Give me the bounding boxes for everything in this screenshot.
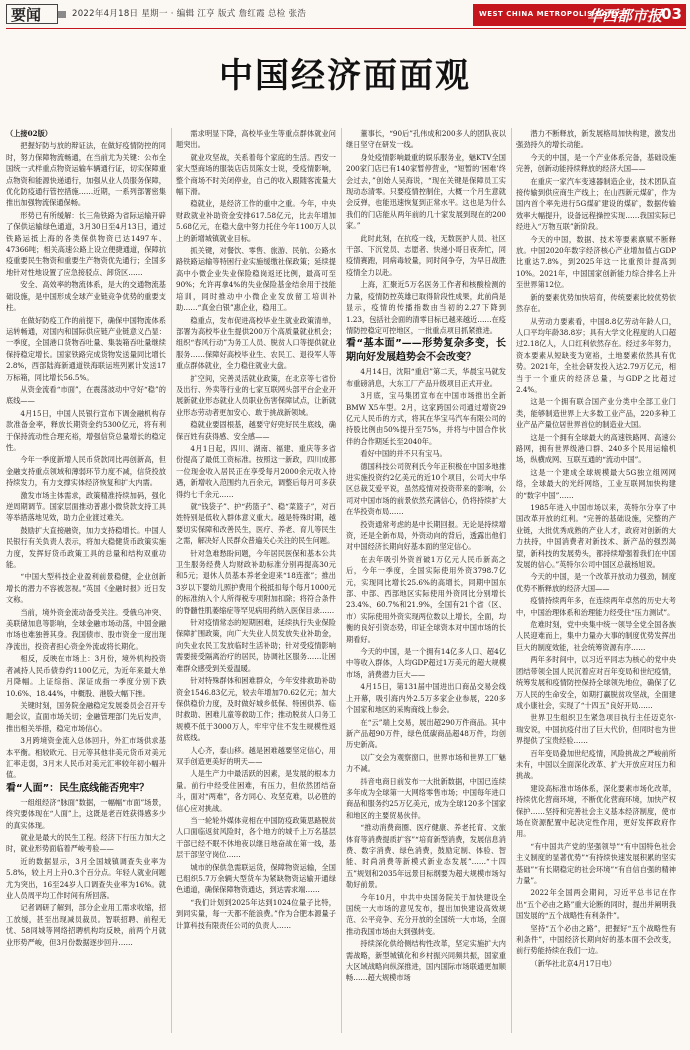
continuation-note: （上接02版） xyxy=(6,129,52,138)
article-paragraph: 关键时刻，国务院金融稳定发展委员会召开专题会议，直面市场关切；金融管理部门先后发声，推出相关举措，稳定市场信心。 xyxy=(6,700,166,733)
article-paragraph: “中国大型科技企业盈利前景稳健，企业创新增长的潜力不容被忽视。”英国《金融时报》近日发文称。 xyxy=(6,572,166,605)
article-paragraph: 今年10月，中共中央国务院关于加快建设全国统一大市场的意见发布，提出加快建设高效规范、公平竞争、充分开放的全国统一大市场，全面推动我国市场由大到强转变。 xyxy=(346,892,506,936)
article-paragraph: 1985年进入中国市场以来，英特尔分享了中国改革开放的红利。“完善的基础设施，完整的产业链，大批优秀成熟的产业人才，政府对创新的大力扶持，中国消费者对新技术、新产品的强烈渴望，新科技的发展势头，都持续增强着我们在中国发展的信心。”英特尔公司中国区总裁杨旭说。 xyxy=(516,503,676,570)
article-paragraph: 从劳动力要素看，中国8.8亿劳动年龄人口，人口平均年龄38.8岁；具有大学文化程度的人口超过2.18亿人，人口红利依然存在。经过多年努力，资本要素从短缺变为宽裕，土地要素依然具有优势。2021年，全社会研发投入达2.79万亿元，相当于一个重庆的经济总量，与GDP之比超过2.4%。 xyxy=(516,316,676,394)
article-paragraph: 4月1日起，四川、湖南、福建、重庆等多省份提高了最低工资标准。按照这一新政，四川成都一位现金收入居民正在享受每月2000余元收入待遇，新增收入范围约九百余元，调整后每月可多获得约七千余元…… xyxy=(176,443,336,499)
article-paragraph: 看好中国的并不只有宝马。 xyxy=(360,449,447,459)
article-paragraph: 扩空间，完善灵活就业政策，在北京等七省份及出行、外卖等行业的七家互联网头部平台企业开展新就业形态就业人员职业伤害保障试点，让新就业形态劳动者更加安心、敢于挑战新领域。 xyxy=(176,373,336,417)
article-paragraph: 形势已有所缓解：长三角铁路为省际运输开辟了保供运输绿色通道，3月30日至4月13日，通过铁路运抵上海的各类保供物资已达1497车、47366吨；相关高速公路上设立便捷通道，保障抗疫重要民生物资和重要生产物资优先通行；全国多地针对性地设置了应急接驳点、卸货区…… xyxy=(6,210,166,277)
article-paragraph: 新的要素优势加快培育，传统要素比较优势依然存在。 xyxy=(516,292,676,314)
article-column-2 xyxy=(176,128,336,1033)
article-paragraph: 从资金流看“市面”，在震荡波动中守好“稳”的底线—— xyxy=(6,384,166,406)
article-paragraph: 今天的中国，是一个产业体系完备，基础设施完善，创新动能持续释放的经济大国—— xyxy=(516,152,676,174)
section-label: 要闻 xyxy=(6,4,58,24)
header-rule xyxy=(6,28,686,29)
article-paragraph: 在去年吸引外资首破1万亿元人民币新高之后，今年一季度，全国实际使用外资3798.7亿元，实现同比增长25.6%的高增长，同期中国东部、中部、西部地区实际使用外资同比分别增长23.4%、60.7%和21.9%，全国有21个省（区、市）实际使用外资实现两位数以上增长，全面，均衡的良好引资态势，印证全球资本对中国市场的长期看好。 xyxy=(346,554,506,644)
article-paragraph: 近的数据显示，3月全国城镇调查失业率为5.8%，较上月上升0.3个百分点。年轻人就业问题尤为突出，16至24岁人口调查失业率为16%。就业人员周平均工作时间有所回落。 xyxy=(6,856,166,900)
article-paragraph: 持续深化供给侧结构性改革，坚定实施扩大内需战略，新型城镇化和乡村振兴同频共振，国家重大区域战略向纵深推进，国内国际市场联通更加顺畅……超大规模市场 xyxy=(346,939,506,983)
article-paragraph: 安全、高效率的物流体系，是大的交通物流基础设施，是中国形成全球产业链竞争优势的重要支柱。 xyxy=(6,280,166,313)
article-paragraph: 以广交会为观察窗口，世界市场和世界工厂魅力不减。 xyxy=(346,752,506,774)
article-paragraph: 建设高标准市场体系，深化要素市场化改革，持续优化营商环境，不断优化营商环境，加快产权保护……坚持和完善社会主义基本经济制度，使市场在资源配置中起决定性作用，更好发挥政府作用。 xyxy=(516,783,676,839)
brand-bar xyxy=(473,4,686,26)
article-paragraph: 此时此刻，在抗疫一线，无数医护人员、社区干部、下沉党员、志愿者、快递小哥日夜奔忙，同疫情赛跑，同病毒较量，同时间争夺，为早日战胜疫情全力以赴。 xyxy=(346,233,506,277)
article-column-1 xyxy=(6,128,166,1033)
article-paragraph: 人是生产力中最活跃的因素，是发展的根本力量。前行中经受住困难，有压力，但依然团结奋斗，面对“两难”，各方同心、攻坚克难，以必胜的信心应对挑战。 xyxy=(176,769,336,813)
article-paragraph: 4月15日，中国人民银行宣布下调金融机构存款准备金率，释放长期资金约5300亿元，将有利于保持流动性合理充裕，增强信贷总量增长的稳定性。 xyxy=(6,408,166,452)
article-column-3 xyxy=(346,128,506,1033)
article-paragraph: 激发市场主体需求，政策精准持续加码，强化逆周期调节。国家层面推动普惠小微贷款支持工具等举措落地见效，助力企业渡过难关。 xyxy=(6,490,166,523)
article-paragraph: 城市的保供急需联运货，保障物资运输，全国已组织5.7万余辆大型货车为紧缺物资运输开通绿色通道，确保保障物资通达，到达需求端…… xyxy=(176,862,336,895)
article-paragraph: 疫情持续两年多，在连续两年卓然的历史大考中，中国治理体系和治理能力经受住“压力测试”。 xyxy=(516,596,676,617)
article-paragraph: 3月底，宝马集团宣布在中国市场推出全新BMW X5车型。2月，这家跨国公司通过增资29亿元人民币的方式，将其在华宝马汽车有限公司的持股比例由50%提升至75%，并将与中国合作伙伴的合作期延长至2040年。 xyxy=(346,391,506,446)
article-paragraph: 抓关键，对餐饮、零售、旅游、民航、公路水路铁路运输等特困行业实施缓缴社保政策；延续提高中小微企业失业保险稳岗返还比例，最高可至90%；允许再拿4%的失业保险基金结余用于技能培训，同时推动中小微企业发放留工培训补助……“真金白银”惠企业，稳用工。 xyxy=(176,246,336,313)
article-paragraph: 投资通常考虑的是中长期回报。无论是持续增资，还是全新布局，外资动向的背后，透露出他们对中国经济长期向好基本面的坚定信心。 xyxy=(346,519,506,552)
article-paragraph: 就业是最大的民生工程。经济下行压力加大之时，就业形势面临着严峻考验—— xyxy=(6,832,166,854)
article-paragraph: 这是一个建成全球规模最大5G独立组网网络，全球最大的光纤网络，工业互联网加快构建的“数字中国”…… xyxy=(516,467,676,500)
article-paragraph: 上海，汇聚近5万名医务工作者和核酸检测的力量，疫情防控英雄已取得阶段性成果，此前尚是显示，疫情的传播指数由当初的2.27下降到1.23，包括社会面的清零目标已越来越近……在疫情防控稳定可控地区，一批重点项目抓紧推进。 xyxy=(346,280,506,335)
section-bar xyxy=(58,11,66,18)
article-paragraph: 德国科技公司贺利氏今年正积极在中国多地推进实施投资约2亿美元的近10个项目，公司大中华区总裁艾爱平说，虽然疫情对投资带来的影响，公司对中国市场的前景依然充满信心，仍将持续扩大在华投资布局…… xyxy=(346,461,506,517)
article-paragraph: 就“钱袋子”、护“药篮子”、稳“菜篮子”，对百姓特别是低收入群体意义重大。越是特殊时期，越要切实保障和改善民生，医疗、养老、育儿等民生之需，解决好人民群众普遍关心关注的民生问题。 xyxy=(176,502,336,546)
article-paragraph: 4月15日，第131届中国进出口商品交易会线上开幕，吸引海内外2.5万多家企业参展，220多个国家和地区的采购商线上参会。 xyxy=(346,682,506,715)
article-column-4 xyxy=(516,128,676,1033)
article-paragraph: 4月14日，沈阳“重启”第二天，华晨宝马就发布重磅消息，大东工厂产品升级项目正式开业。 xyxy=(346,367,506,388)
article-paragraph: 这是一个拥有全球最大的高速铁路网、高速公路网，拥有世界级港口群、240多个民用运输机场，纵横成网、互联互通的“流动中国”。 xyxy=(516,432,676,465)
column-divider xyxy=(511,128,512,1033)
dateline: 2022年4月18日 星期一 · 编辑 江亨 版式 詹红霞 总检 张浩 xyxy=(72,9,307,19)
article-paragraph: 世界卫生组织卫生紧急项目执行主任迈克尔·瑞安说，中国抗疫付出了巨大代价，但同时也为世界提供了宝贵经验…… xyxy=(516,713,676,746)
page-number: 03 xyxy=(661,5,682,23)
article-paragraph: 坚持“五个必由之路”，把握好“五个战略性有利条件”，中国经济长期向好的基本面不会改变，前行势能持续在我们一边。 xyxy=(516,923,676,956)
article-paragraph: 记者调研了解到，部分企业用工需求收缩，招工放缓，甚至出现减员裁员。智联招聘、前程无忧、58同城等网络招聘机构均反映，前两个月就业形势严峻，但3月份数据逐步回升…… xyxy=(6,903,166,947)
article-paragraph: 相反，反映在市场上：3月份，境外机构投资者减持人民币债券约1100亿元，为近年来最大单月降幅。上证综指、深证成指一季度分别下跌10.6%、18.44%，中概股、港股大幅下挫。 xyxy=(6,654,166,698)
article-paragraph: “推动消费商圈、医疗健康、养老托育、文旅体育等消费提质扩容”“培育新型消费，发展信息消费、数字消费、绿色消费，鼓励定制、体验、智能、时尚消费等新模式新业态发展”……“十四五”规划和2035年远景目标纲要为超大规模市场勾勒好前景。 xyxy=(346,823,506,890)
article-paragraph: 针对特殊群体和困难群众，今年安排救助补助资金1546.83亿元，较去年增加70.62亿元；加大保供稳价力度，及时做好城乡低保、特困供养、临时救助、困难儿童等救助工作；推动脱贫人口务工规模不低于3000万人，牢牢守住不发生规模性返贫底线。 xyxy=(176,676,336,743)
article-paragraph: “有中国共产党的坚强领导”“有中国特色社会主义制度的显著优势”“有持续快速发展积累的坚实基础”“有长期稳定的社会环境”“有自信自强的精神力量”。 xyxy=(516,841,676,885)
article-paragraph: 在重庆一家汽车变速器制造企业，技术团队直接传输到供应商生产线上；在山西新元煤矿，作为国内首个率先进行5G煤矿建设的煤矿，数据传输效率大幅提升，设备远程操控实现……我国实际已经进入“万物互联”新阶段。 xyxy=(516,176,676,232)
article-paragraph: 人心齐，泰山移。越是困难越要坚定信心，用双手创造更美好的明天—— xyxy=(176,745,336,766)
article-paragraph: 在“云”端上交易，展出超290万件商品。其中新产品超90万件，绿色低碳商品超48万件，均创历史新高。 xyxy=(346,717,506,750)
article-paragraph: 董事长，“90后”孔伟成和200多人的团队夜以继日坚守在研发一线。 xyxy=(346,129,506,150)
article-paragraph: 百年变局叠加世纪疫情，风险挑战之严峻前所未有，中国以全面深化改革、扩大开放应对压力和挑战。 xyxy=(516,748,676,781)
article-paragraph: 今天的中国，是一个拥有14亿多人口、超4亿中等收入群体，人均GDP超过1万美元的超大规模市场，消费潜力巨大—— xyxy=(346,647,506,679)
column-divider xyxy=(171,128,172,1033)
article-paragraph: 稳就业要固根基，越要守好兜好民生底线，确保百姓有获得感、安全感—— xyxy=(176,420,336,441)
masthead xyxy=(0,0,690,30)
article-headline: 中国经济面面观 xyxy=(219,56,471,96)
column-divider xyxy=(341,128,342,1033)
article-paragraph: 3月跨境资金流入总体回升，外汇市场供求基本平衡。相较欧元、日元等其他非美元货币对美元汇率走弱，3月末人民币对美元汇率较年初小幅升值。 xyxy=(6,736,166,780)
article-paragraph: 在做好防疫工作的前提下，确保中国物流体系运转畅通，对国内和国际供应链产业链意义凸显：一季度，全国港口货物吞吐量、集装箱吞吐量继续保持稳定增长。国家铁路完成货物发送量同比增长2.8%，西部陆海新通道铁海联运班列累计发送17万标箱，同比增长56.5%。 xyxy=(6,315,166,382)
article-paragraph: 针对急难愁盼问题，今年居民医保和基本公共卫生服务经费人均财政补助标准分别再提高30元和5元；退休人员基本养老金迎来“18连涨”；推出3岁以下婴幼儿照护费用个税抵扣每个每月1000元的标准纳入个人所得税专项附加扣除；将符合条件的脊髓性肌萎缩症等罕见病用药纳入医保目录…… xyxy=(176,548,336,615)
article-paragraph: 把握好防与放的辩证法，在做好疫情防控的同时，努力保障物流畅通，在当前尤为关键：公布全国统一式样重点物资运输车辆通行证，切实保障重点物资和能源快递通行，加强从业人员服务保障，优化防疫通行管控措施……近期，一系列部署密集推出加强物流保通保畅。 xyxy=(6,141,166,208)
article-paragraph: 今天的中国，数据、技术等要素禀赋不断释放。中国2020年数字经济核心产业增加值占GDP比重达7.8%，到2025年这一比重预计提高到10%。2021年，中国国家创新能力综合排名上升至世界第12位。 xyxy=(516,234,676,290)
article-paragraph: 一组组经济“脉面”数据，一幅幅“市面”场景，终究要体现在“人面”上，这既是老百姓获得感多少的真实体现。 xyxy=(6,797,166,830)
article-paragraph: 危难时刻，党中央集中统一领导全党全国各族人民迎难而上，集中力量办大事的制度优势发挥出巨大的制度效能，社会统筹资源有序…… xyxy=(516,620,676,652)
article-paragraph: “我们计划到2025年达到1024位量子比特，到同实量，每一天都不能浪费。”作为合肥本源量子计算科技有限责任公司的负责人…… xyxy=(176,897,336,930)
section-subhead: 看“基本面”——形势复杂多变，长期向好发展趋势会不会改变？ xyxy=(346,338,506,364)
article-paragraph: 这是一个拥有联合国产业分类中全部工业门类，能够制造世界上大多数工业产品，220多种工业产品产量位居世界首位的制造业大国。 xyxy=(516,397,676,430)
section-subhead: 看“人面”：民生底线能否兜牢？ xyxy=(6,782,150,794)
article-paragraph: （新华社北京4月17日电） xyxy=(530,958,616,968)
article-paragraph: 就业攻坚战，关系着每个家庭的生活。西安一家大型商场的服装店店员陈女士说，受疫情影响，整个商场不时关闭停业，自己的收入跟随客流量大幅下滑。 xyxy=(176,152,336,197)
article-paragraph: 今天的中国，是一个改革开放动力强劲，制度优势不断释放的经济大国—— xyxy=(516,572,676,593)
article-paragraph: 潜力不断释放，新发展格局加快构建，激发出强劲持久的增长动能。 xyxy=(516,129,676,150)
article-paragraph: 身处疫情影响最重的娱乐服务业，魅KTV全国200家门店已有140家暂停营业，“短暂的‘困难’终会过去，”创始人吴海说，“现在关键是保障员工实现动态清零。只要疫情控制住，大概一个月生意就会反弹，也能迅速恢复到正常水平。这也是为什么我们的门店能从两年前的几十家发展到现在的200家。” xyxy=(346,152,506,231)
article-paragraph: 抖音电商日前发布一大批新数据，中国已连续多年成为全球第一大网络零售市场；中国每年进口商品和服务约25万亿美元，成为全球120多个国家和地区的主要贸易伙伴。 xyxy=(346,776,506,820)
brand-english: WEST CHINA METROPOLIS DAILY xyxy=(479,10,621,18)
brand-logo: 华西都市报 xyxy=(587,7,663,25)
article-paragraph: 鼓励扩大直接融资，加力支持稳增长。中国人民银行有关负责人表示，将加大稳健货币政策实施力度，发挥好货币政策工具的总量和结构双重功能。 xyxy=(6,525,166,570)
article-paragraph: 针对疫情常态的短期困难，延续执行失业保险保障扩围政策，向广大失业人员发放失业补助金，向失业农民工发放临时生活补助；针对受疫情影响需要接受隔离治疗的居民，协调社区服务……让困难群众感受到关爱温暖。 xyxy=(176,618,336,673)
article-paragraph: 当前，境外资金流动备受关注。受俄乌冲突、美联储加息等影响，全球金融市场动荡，中国金融市场也难独善其身。我国债市、股市资金一度出现净流出，投资者担心资金外流或将长期化。 xyxy=(6,607,166,651)
article-paragraph: 稳就业，是经济工作的重中之重。今年，中央财政就业补助资金安排617.58亿元，比去年增加5.68亿元，在稳大盘中努力托住今年1100万人以上的新增城镇就业目标。 xyxy=(176,199,336,243)
article-paragraph: 2022年全国两会期间，习近平总书记在作出“五个必由之路”重大论断的同时，提出并阐明我国发展的“五个战略性有利条件”。 xyxy=(516,888,676,921)
article-paragraph: 今年一季度新增人民币贷款同比再创新高，但金融支持重点领域和薄弱环节力度不减，信贷投放持续发力，有力支撑实体经济恢复和扩大内需。 xyxy=(6,455,166,488)
article-paragraph: 需求明显下降，高校毕业生等重点群体就业问题突出。 xyxy=(176,129,336,150)
article-paragraph: 当一轮轮外媒体竞相在中国防疫政策思路脱贫人口面临返贫风险时，各个地方的城千上万名基层干部已经不眠不休地夜以继日地奋战在第一线，基层干部坚守岗位…… xyxy=(176,815,336,860)
article-paragraph: 稳重点，发布促进高校毕业生就业政策清单，部署为高校毕业生提供200万个高质量就业机会；组织“春风行动”为务工人员、脱贫人口等提供就业服务……保障好高校毕业生、农民工、退役军人等重点群体就业，全力稳住就业大盘。 xyxy=(176,315,336,371)
article-paragraph: 两年多时间中，以习近平同志为核心的党中央团结带领全国人民沉着应对百年变局和世纪疫情，统筹发展和疫情防控保持全球领先地位，确保了亿万人民的生命安全，如期打赢脱贫攻坚战，全面建成小康社会，实现了“十四五”良好开局…… xyxy=(516,655,676,710)
